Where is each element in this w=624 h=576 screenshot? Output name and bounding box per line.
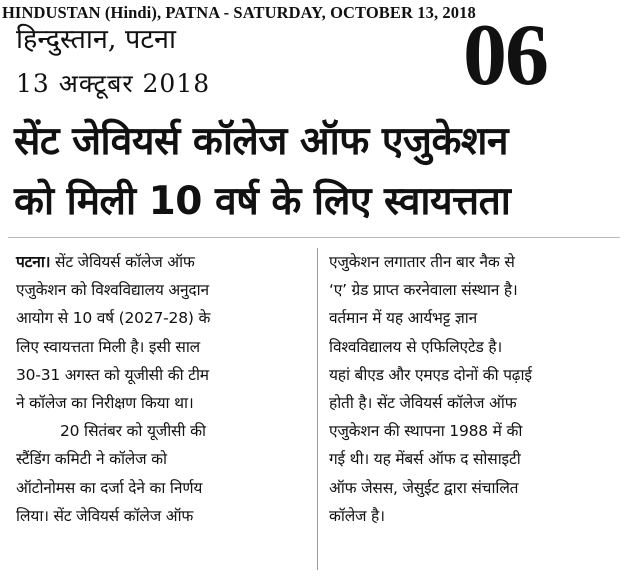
headline-line: को मिली 10 वर्ष के लिए स्वायत्तता — [14, 179, 511, 224]
body-line: ऑफ जेसस, जेसुईट द्वारा संचालित — [329, 478, 519, 497]
body-line: एजुकेशन लगातार तीन बार नैक से — [329, 253, 515, 271]
body-line: कॉलेज है। — [329, 506, 385, 525]
column-divider — [317, 248, 318, 570]
body-line: 20 सितंबर को यूजीसी की — [60, 422, 206, 441]
body-line: ‘ए’ ग्रेड प्राप्त करनेवाला संस्थान है। — [329, 281, 518, 300]
masthead-line: HINDUSTAN (Hindi), PATNA - SATURDAY, OCTOBER 13, 2018 — [2, 3, 476, 22]
newspaper-name: हिन्दुस्तान, पटना — [16, 24, 176, 55]
body-line: ऑटोनोमस का दर्जा देने का निर्णय — [16, 478, 203, 497]
body-line: आयोग से 10 वर्ष (2027-28) के — [16, 309, 211, 328]
headline-divider — [8, 237, 620, 238]
article-column-right — [329, 248, 621, 530]
dateline: पटना। — [16, 253, 51, 271]
publication-date: 13 अक्टूबर 2018 — [16, 69, 211, 98]
body-line: एजुकेशन को विश्वविद्यालय अनुदान — [16, 281, 209, 300]
body-line-text: सेंट जेवियर्स कॉलेज ऑफ — [50, 253, 195, 271]
body-line: ने कॉलेज का निरीक्षण किया था। — [16, 394, 194, 413]
body-line: स्टैंडिंग कमिटी ने कॉलेज को — [16, 450, 167, 469]
body-line: वर्तमान में यह आर्यभट्ट ज्ञान — [329, 309, 477, 328]
body-line: होती है। सेंट जेवियर्स कॉलेज ऑफ — [329, 394, 517, 413]
article-headline — [14, 112, 618, 232]
headline-line: सेंट जेवियर्स कॉलेज ऑफ एजुकेशन — [14, 119, 509, 164]
body-line: लिए स्वायत्तता मिली है। इसी साल — [16, 337, 200, 356]
page-number: 06 — [463, 7, 547, 104]
body-line: विश्वविद्यालय से एफिलिएटेड है। — [329, 337, 503, 356]
body-line: गई थी। यह मेंबर्स ऑफ द सोसाइटी — [329, 450, 521, 469]
article-column-left — [16, 248, 312, 530]
body-line — [16, 248, 312, 276]
body-line: एजुकेशन की स्थापना 1988 में की — [329, 422, 523, 441]
body-line: लिया। सेंट जेवियर्स कॉलेज ऑफ — [16, 506, 194, 525]
body-line: यहां बीएड और एमएड दोनों की पढ़ाई — [329, 365, 532, 384]
body-line: 30-31 अगस्त को यूजीसी की टीम — [16, 365, 209, 384]
